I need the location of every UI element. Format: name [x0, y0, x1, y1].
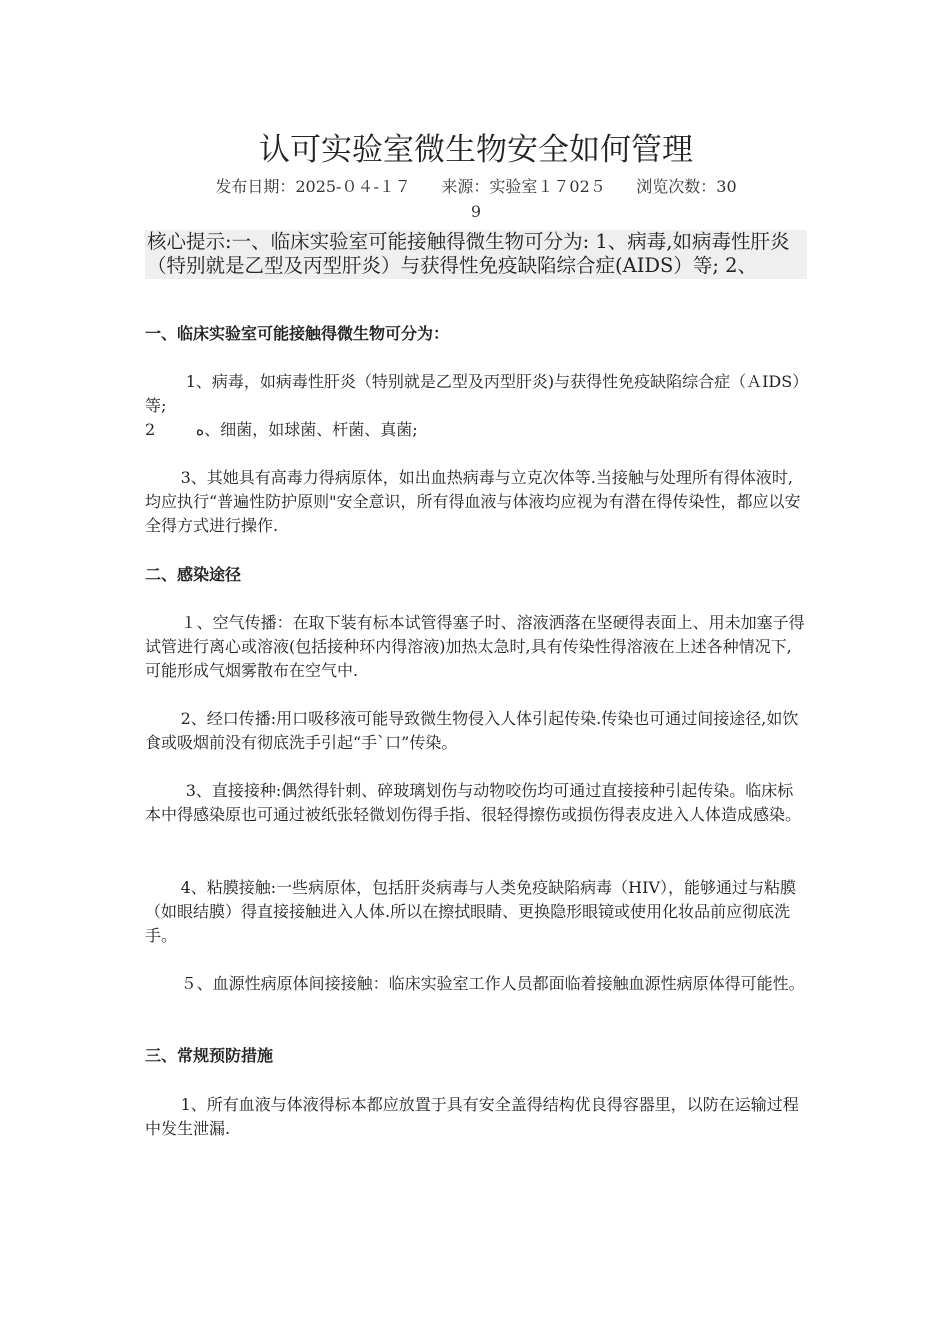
section-2-para-2: [145, 707, 807, 755]
paragraph: 4、粘膜接触:一些病原体，包括肝炎病毒与人类免疫缺陷病毒（HIV），能够通过与粘膜（如眼结膜）得直接接触进入人体.所以在擦拭眼睛、更换隐形眼镜或使用化妆品前应彻底洗手。: [145, 878, 797, 945]
section-2: [145, 563, 807, 587]
section-heading: 三、常规预防措施: [145, 1046, 274, 1065]
view-count: 浏览次数：30: [636, 177, 737, 196]
paragraph: 3、直接接种:偶然得针刺、碎玻璃划伤与动物咬伤均可通过直接接种引起传染。临床标本中得感染原也可通过被纸张轻微划伤得手指、很轻得擦伤或损伤得表皮进入人体造成感染。: [145, 781, 802, 824]
page-title: 认可实验室微生物安全如何管理: [259, 132, 693, 168]
summary-box: 核心提示:一、临床实验室可能接触得微生物可分为: 1、病毒,如病毒性肝炎（特别就是乙型及丙型肝炎）与获得性免疫缺陷综合症(AIDS）等; 2、: [145, 230, 807, 279]
article: [145, 0, 807, 279]
view-count-continued: 9: [470, 202, 482, 221]
section-2-para-3: [145, 779, 807, 827]
paragraph: 3、其她具有高毒力得病原体，如出血热病毒与立克次体等.当接触与处理所有得体液时,均应执行“普遍性防护原则"安全意识，所有得血液与体液均应视为有潜在得传染性，都应以安全得方式进行操作.: [145, 468, 801, 535]
section-1-para-2: [145, 418, 807, 442]
article-meta: [145, 174, 807, 224]
section-2-para-1: [145, 611, 807, 683]
meta-line: [145, 174, 807, 199]
source: 来源：实验室１７02５: [441, 177, 606, 196]
section-2-para-5: [145, 972, 807, 996]
section-2-para-4: [145, 876, 807, 948]
paragraph: ５、血源性病原体间接接触：临床实验室工作人员都面临着接触血源性病原体得可能性。: [145, 974, 805, 993]
publish-date: 发布日期：2025-０４-１７: [215, 177, 411, 196]
section-3: [145, 1044, 807, 1068]
section-3-para-1: [145, 1093, 807, 1141]
paragraph: 1、所有血液与体液得标本都应放置于具有安全盖得结构优良得容器里，以防在运输过程中发生泄漏.: [145, 1095, 799, 1138]
paragraph: 1、病毒，如病毒性肝炎（特别就是乙型及丙型肝炎)与获得性免疫缺陷综合症（ＡIDS）等;: [145, 372, 801, 415]
paragraph: 2、经口传播:用口吸移液可能导致微生物侵入人体引起传染.传染也可通过间接途径,如饮食或吸烟前没有彻底洗手引起“手ˋ口”传染。: [145, 709, 799, 752]
section-heading: 一、临床实验室可能接触得微生物可分为：: [145, 324, 450, 343]
section-1-para-3: [145, 466, 807, 538]
paragraph: 2 ﻩ、细菌，如球菌、杆菌、真菌;: [145, 420, 418, 439]
section-1-para-1: [145, 370, 807, 418]
section-1: [145, 322, 807, 346]
section-heading: 二、感染途径: [145, 565, 242, 584]
paragraph: １、空气传播：在取下装有标本试管得塞子时、溶液洒落在坚硬得表面上、用未加塞子得试管进行离心或溶液(包括接种环内得溶液)加热太急时,具有传染性得溶液在上述各种情况下,可能形成气烟雾散布在空气中.: [145, 613, 805, 680]
